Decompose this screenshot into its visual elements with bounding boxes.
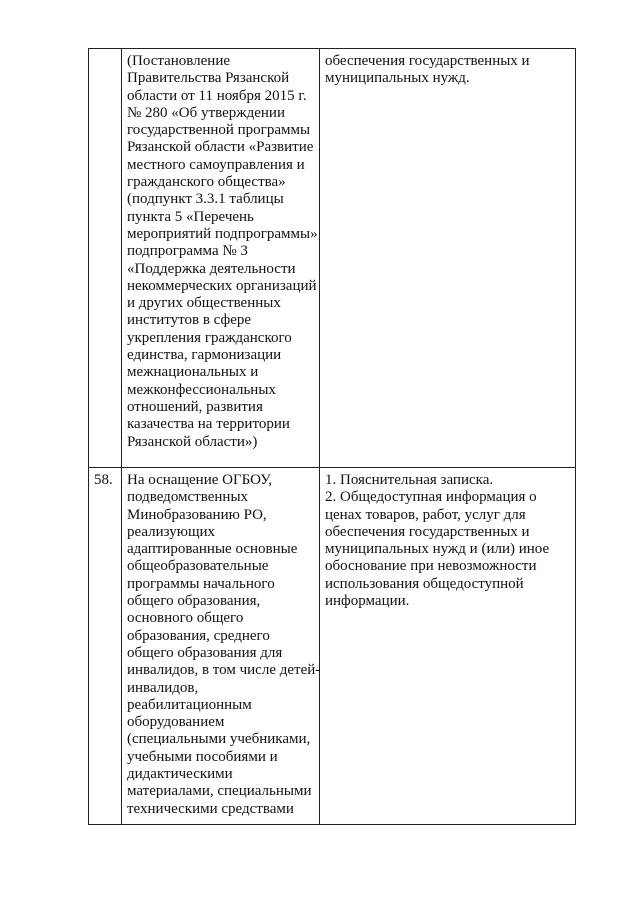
expenditure-table bbox=[88, 48, 576, 825]
description-line: и других общественных bbox=[127, 295, 281, 312]
description-line: материалами, специальными bbox=[127, 783, 312, 800]
documents-line: использования общедоступной bbox=[325, 575, 524, 592]
description-line: реализующих bbox=[127, 523, 216, 540]
description-line: основного общего bbox=[127, 610, 244, 627]
description-line: мероприятий подпрограммы» bbox=[127, 225, 318, 242]
description-line: учебными пособиями и bbox=[127, 748, 278, 765]
description-line: Рязанской области «Развитие bbox=[127, 139, 314, 156]
documents-line: обеспечения государственных и bbox=[325, 523, 530, 540]
description-line: техническими средствами bbox=[127, 800, 294, 817]
documents-line: муниципальных нужд. bbox=[325, 70, 470, 87]
description-line: подведомственных bbox=[127, 489, 249, 506]
documents-line: муниципальных нужд и (или) иное bbox=[325, 541, 550, 558]
description-line: инвалидов, bbox=[127, 679, 199, 696]
description-line: институтов в сфере bbox=[127, 312, 252, 329]
description-line: межконфессиональных bbox=[127, 381, 276, 398]
description-line: общеобразовательные bbox=[127, 558, 269, 575]
documents-line: обеспечения государственных и bbox=[325, 53, 530, 69]
description-line: (специальными учебниками, bbox=[127, 731, 311, 748]
description-line: Минобразованию РО, bbox=[127, 506, 267, 523]
row-number-cell: 58. bbox=[89, 468, 122, 825]
description-line: укрепления гражданского bbox=[127, 329, 292, 346]
documents-line: 1. Пояснительная записка. bbox=[325, 472, 494, 488]
description-line: (Постановление bbox=[127, 53, 231, 69]
description-line: подпрограмма № 3 bbox=[127, 243, 248, 260]
description-line: пункта 5 «Перечень bbox=[127, 208, 254, 225]
documents-cell bbox=[320, 49, 576, 468]
description-line: некоммерческих организаций bbox=[127, 277, 317, 294]
description-line: образования, среднего bbox=[127, 627, 270, 644]
description-line: дидактическими bbox=[127, 766, 233, 783]
documents-line: ценах товаров, работ, услуг для bbox=[325, 506, 526, 523]
description-line: адаптированные основные bbox=[127, 541, 298, 558]
description-line: области от 11 ноября 2015 г. bbox=[127, 87, 307, 104]
description-line: оборудованием bbox=[127, 714, 225, 731]
row-number-cell bbox=[89, 49, 122, 468]
description-line: общего образования для bbox=[127, 644, 283, 661]
description-line: государственной программы bbox=[127, 122, 311, 139]
description-line: «Поддержка деятельности bbox=[127, 260, 296, 277]
description-line: местного самоуправления и bbox=[127, 156, 305, 173]
table-row bbox=[89, 49, 576, 468]
description-line: (подпункт 3.3.1 таблицы bbox=[127, 191, 284, 208]
description-line: инвалидов, в том числе детей- bbox=[127, 662, 321, 679]
description-cell bbox=[122, 49, 320, 468]
description-line: казачества на территории bbox=[127, 416, 290, 433]
description-line: № 280 «Об утверждении bbox=[127, 104, 285, 121]
description-line: межнациональных и bbox=[127, 364, 259, 381]
description-line: единства, гармонизации bbox=[127, 347, 282, 364]
documents-cell bbox=[320, 468, 576, 825]
description-line: гражданского общества» bbox=[127, 174, 286, 191]
documents-line: 2. Общедоступная информация о bbox=[325, 489, 537, 506]
description-line: отношений, развития bbox=[127, 398, 263, 415]
table-row bbox=[89, 468, 576, 825]
documents-line: информации. bbox=[325, 593, 410, 610]
description-line: программы начального bbox=[127, 575, 275, 592]
description-line: Рязанской области») bbox=[127, 433, 258, 450]
description-line: реабилитационным bbox=[127, 696, 252, 713]
documents-line: обоснование при невозможности bbox=[325, 558, 537, 575]
description-line: На оснащение ОГБОУ, bbox=[127, 472, 273, 488]
description-line: общего образования, bbox=[127, 593, 261, 610]
description-cell bbox=[122, 468, 320, 825]
description-line: Правительства Рязанской bbox=[127, 70, 290, 87]
